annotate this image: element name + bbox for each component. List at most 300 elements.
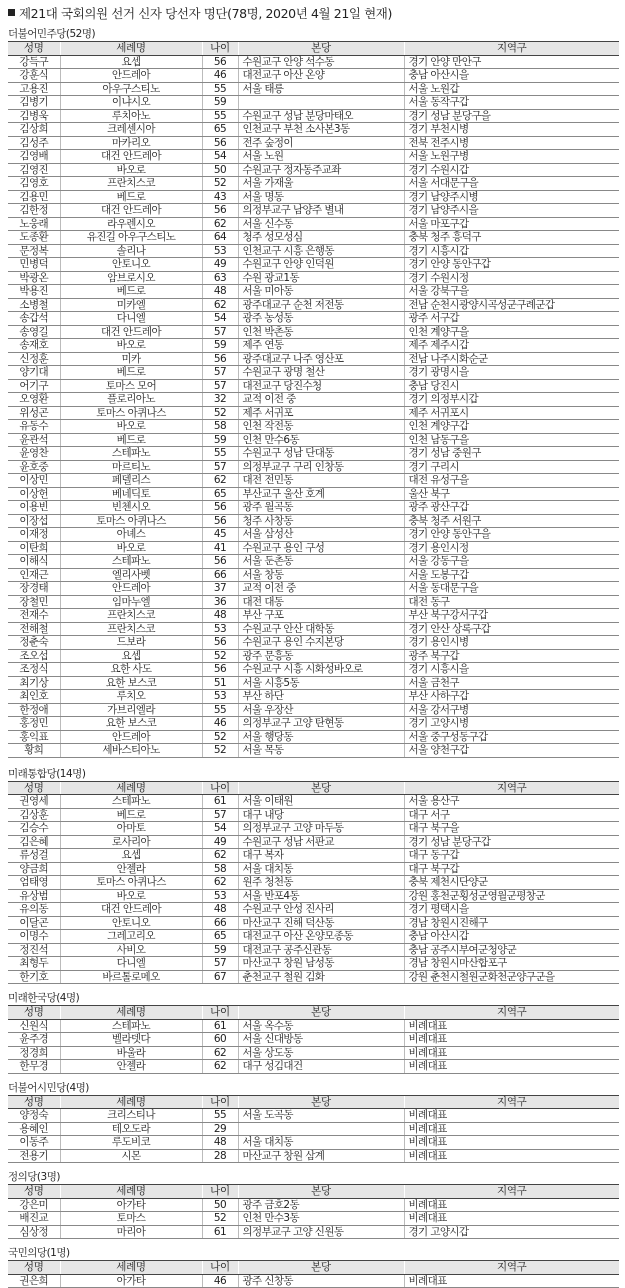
header-row — [8, 781, 619, 795]
cell-district: 서울 용산구 — [404, 795, 619, 809]
cell-age: 66 — [202, 568, 238, 582]
cell-age: 48 — [202, 609, 238, 623]
table-row — [8, 231, 619, 245]
table-row — [8, 285, 619, 299]
cell-name: 장경태 — [8, 582, 60, 596]
cell-age: 41 — [202, 541, 238, 555]
cell-name: 배진교 — [8, 1212, 60, 1226]
cell-district: 충남 아산시을 — [404, 69, 619, 83]
table-row — [8, 541, 619, 555]
cell-age: 32 — [202, 393, 238, 407]
party-heading: 미래한국당(4명) — [8, 992, 80, 1004]
table-row — [8, 204, 619, 218]
cell-name: 유상범 — [8, 889, 60, 903]
party-section — [0, 1081, 625, 1164]
cell-name: 홍정민 — [8, 717, 60, 731]
cell-parish: 의정부교구 고양 마두동 — [238, 822, 404, 836]
cell-parish: 서울 상도동 — [238, 1046, 404, 1060]
cell-age: 59 — [202, 96, 238, 110]
table-row — [8, 568, 619, 582]
cell-district: 경기 구리시 — [404, 460, 619, 474]
members-table — [8, 1095, 619, 1164]
cell-name: 이재정 — [8, 528, 60, 542]
cell-baptismal-name: 세바스티아노 — [60, 744, 202, 758]
cell-district: 광주 광산구갑 — [404, 501, 619, 515]
cell-age: 36 — [202, 595, 238, 609]
cell-age: 56 — [202, 636, 238, 650]
table-row — [8, 312, 619, 326]
header-parish: 본당 — [238, 1185, 404, 1199]
cell-age: 48 — [202, 1136, 238, 1150]
cell-baptismal-name: 안드레아 — [60, 730, 202, 744]
table-row — [8, 474, 619, 488]
cell-name: 엄태영 — [8, 876, 60, 890]
cell-name: 유의동 — [8, 903, 60, 917]
cell-district: 비례대표 — [404, 1046, 619, 1060]
cell-baptismal-name: 유진길 아우구스티노 — [60, 231, 202, 245]
table-row — [8, 163, 619, 177]
cell-name: 심상정 — [8, 1225, 60, 1239]
cell-parish: 전주 숲정이 — [238, 136, 404, 150]
cell-baptismal-name: 바오로 — [60, 163, 202, 177]
cell-parish: 교적 이전 중 — [238, 393, 404, 407]
header-parish: 본당 — [238, 1261, 404, 1275]
cell-district: 비례대표 — [404, 1274, 619, 1288]
cell-age: 56 — [202, 663, 238, 677]
table-row — [8, 744, 619, 758]
cell-district: 대구 북구을 — [404, 822, 619, 836]
cell-name: 권은희 — [8, 1274, 60, 1288]
cell-baptismal-name: 시몬 — [60, 1149, 202, 1163]
header-parish: 본당 — [238, 781, 404, 795]
cell-age: 57 — [202, 460, 238, 474]
table-row — [8, 703, 619, 717]
cell-age: 28 — [202, 1149, 238, 1163]
table-row — [8, 930, 619, 944]
cell-district: 경기 수원시갑 — [404, 163, 619, 177]
party-heading: 더불어민주당(52명) — [8, 28, 96, 40]
cell-age: 57 — [202, 808, 238, 822]
cell-name: 이용빈 — [8, 501, 60, 515]
cell-parish: 서울 대치동 — [238, 862, 404, 876]
cell-age: 52 — [202, 649, 238, 663]
header-district: 지역구 — [404, 1185, 619, 1199]
table-row — [8, 595, 619, 609]
cell-baptismal-name: 아마토 — [60, 822, 202, 836]
table-row — [8, 190, 619, 204]
cell-baptismal-name: 베드로 — [60, 433, 202, 447]
cell-name: 위성곤 — [8, 406, 60, 420]
cell-age: 53 — [202, 244, 238, 258]
cell-name: 신정훈 — [8, 352, 60, 366]
table-row — [8, 447, 619, 461]
cell-parish: 서울 명동 — [238, 190, 404, 204]
cell-age: 62 — [202, 298, 238, 312]
cell-name: 정춘숙 — [8, 636, 60, 650]
cell-baptismal-name: 사비오 — [60, 943, 202, 957]
cell-age: 65 — [202, 930, 238, 944]
table-row — [8, 970, 619, 984]
cell-age: 56 — [202, 352, 238, 366]
cell-name: 조정식 — [8, 663, 60, 677]
cell-age: 63 — [202, 271, 238, 285]
table-row — [8, 325, 619, 339]
cell-name: 양기대 — [8, 366, 60, 380]
header-name: 성명 — [8, 1006, 60, 1020]
table-row — [8, 55, 619, 69]
cell-district: 경남 창원시진해구 — [404, 916, 619, 930]
cell-parish: 인천 만수6동 — [238, 433, 404, 447]
cell-parish: 수원교구 용인 수지본당 — [238, 636, 404, 650]
cell-baptismal-name: 가브리엘라 — [60, 703, 202, 717]
cell-baptismal-name: 아가타 — [60, 1198, 202, 1212]
cell-parish: 제주 서귀포 — [238, 406, 404, 420]
table-row — [8, 366, 619, 380]
cell-name: 송영길 — [8, 325, 60, 339]
table-row — [8, 460, 619, 474]
cell-parish: 광주 신창동 — [238, 1274, 404, 1288]
cell-name: 윤호중 — [8, 460, 60, 474]
table-row — [8, 244, 619, 258]
table-row — [8, 943, 619, 957]
header-district: 지역구 — [404, 42, 619, 56]
cell-baptismal-name: 아우구스티노 — [60, 82, 202, 96]
cell-age: 62 — [202, 474, 238, 488]
cell-age: 52 — [202, 177, 238, 191]
cell-age: 59 — [202, 339, 238, 353]
cell-baptismal-name: 요한 사도 — [60, 663, 202, 677]
cell-district: 서울 양천구갑 — [404, 744, 619, 758]
cell-name: 윤관석 — [8, 433, 60, 447]
cell-baptismal-name: 루치아노 — [60, 109, 202, 123]
cell-district: 서울 서대문구을 — [404, 177, 619, 191]
cell-district: 서울 금천구 — [404, 676, 619, 690]
cell-baptismal-name: 스테파노 — [60, 1019, 202, 1033]
cell-baptismal-name: 미카 — [60, 352, 202, 366]
header-row — [8, 1261, 619, 1275]
cell-parish: 인천교구 부천 소사본3동 — [238, 123, 404, 137]
cell-baptismal-name: 안드레아 — [60, 582, 202, 596]
cell-age: 46 — [202, 1274, 238, 1288]
cell-age: 56 — [202, 55, 238, 69]
cell-parish: 광주대교구 순천 저전동 — [238, 298, 404, 312]
cell-district: 대구 동구갑 — [404, 849, 619, 863]
cell-parish: 서울 우장산 — [238, 703, 404, 717]
cell-parish: 청주 성모성심 — [238, 231, 404, 245]
cell-name: 김병기 — [8, 96, 60, 110]
cell-parish: 서울 미아동 — [238, 285, 404, 299]
cell-name: 김용민 — [8, 190, 60, 204]
cell-parish: 인천교구 시흥 은행동 — [238, 244, 404, 258]
cell-name: 한무경 — [8, 1060, 60, 1074]
cell-baptismal-name: 프란치스코 — [60, 622, 202, 636]
cell-parish — [238, 1122, 404, 1136]
cell-baptismal-name: 바오로 — [60, 889, 202, 903]
cell-age: 56 — [202, 555, 238, 569]
cell-age: 62 — [202, 1046, 238, 1060]
cell-age: 52 — [202, 744, 238, 758]
cell-age: 59 — [202, 433, 238, 447]
table-row — [8, 795, 619, 809]
cell-parish: 의정부교구 고양 신원동 — [238, 1225, 404, 1239]
cell-age: 61 — [202, 795, 238, 809]
header-age: 나이 — [202, 42, 238, 56]
table-row — [8, 82, 619, 96]
cell-parish: 대구 복자 — [238, 849, 404, 863]
header-name: 성명 — [8, 781, 60, 795]
cell-district: 울산 북구 — [404, 487, 619, 501]
header-row — [8, 1095, 619, 1109]
cell-age: 66 — [202, 916, 238, 930]
party-heading: 미래통합당(14명) — [8, 767, 86, 780]
cell-name: 인재근 — [8, 568, 60, 582]
cell-district: 경기 평택시을 — [404, 903, 619, 917]
cell-district: 경기 고양시갑 — [404, 1225, 619, 1239]
cell-baptismal-name: 바오로 — [60, 420, 202, 434]
cell-name: 한정애 — [8, 703, 60, 717]
cell-baptismal-name: 토마스 모어 — [60, 379, 202, 393]
cell-district: 경기 용인시정 — [404, 541, 619, 555]
cell-age: 61 — [202, 1019, 238, 1033]
cell-baptismal-name: 바울라 — [60, 1046, 202, 1060]
cell-district: 충남 아산시갑 — [404, 930, 619, 944]
members-table — [8, 41, 619, 758]
cell-age: 65 — [202, 123, 238, 137]
cell-baptismal-name: 이냐시오 — [60, 96, 202, 110]
party-section — [0, 991, 625, 1074]
header-age: 나이 — [202, 781, 238, 795]
cell-district: 제주 제주시갑 — [404, 339, 619, 353]
header-baptismal-name: 세례명 — [60, 781, 202, 795]
cell-district: 비례대표 — [404, 1122, 619, 1136]
cell-parish: 대전교구 공주신관동 — [238, 943, 404, 957]
cell-district: 서울 중구성동구갑 — [404, 730, 619, 744]
cell-parish: 인천 작전동 — [238, 420, 404, 434]
header-age: 나이 — [202, 1095, 238, 1109]
header-name: 성명 — [8, 1261, 60, 1275]
header-row — [8, 1006, 619, 1020]
header-district: 지역구 — [404, 781, 619, 795]
cell-district: 서울 노원갑 — [404, 82, 619, 96]
cell-district: 경기 성남 분당구갑 — [404, 835, 619, 849]
cell-age: 56 — [202, 204, 238, 218]
cell-age: 54 — [202, 150, 238, 164]
table-row — [8, 676, 619, 690]
cell-name: 김은혜 — [8, 835, 60, 849]
table-row — [8, 808, 619, 822]
cell-parish: 의정부교구 구리 인창동 — [238, 460, 404, 474]
cell-baptismal-name: 대건 안드레아 — [60, 903, 202, 917]
cell-parish: 교적 이전 중 — [238, 582, 404, 596]
cell-district: 경기 의정부시갑 — [404, 393, 619, 407]
cell-name: 윤주경 — [8, 1033, 60, 1047]
cell-name: 최기상 — [8, 676, 60, 690]
cell-age: 62 — [202, 849, 238, 863]
cell-baptismal-name: 안젤라 — [60, 1060, 202, 1074]
table-row — [8, 420, 619, 434]
cell-parish: 서울 대치동 — [238, 1136, 404, 1150]
table-row — [8, 822, 619, 836]
cell-district: 비례대표 — [404, 1212, 619, 1226]
cell-district: 서울 강북구을 — [404, 285, 619, 299]
cell-district: 비례대표 — [404, 1136, 619, 1150]
cell-baptismal-name: 벨라뎃다 — [60, 1033, 202, 1047]
cell-baptismal-name: 솔리나 — [60, 244, 202, 258]
cell-district: 서울 강서구병 — [404, 703, 619, 717]
cell-district: 대전 동구 — [404, 595, 619, 609]
cell-district: 충북 제천시단양군 — [404, 876, 619, 890]
table-row — [8, 501, 619, 515]
cell-baptismal-name: 베드로 — [60, 190, 202, 204]
cell-name: 조오섭 — [8, 649, 60, 663]
table-row — [8, 889, 619, 903]
cell-age: 52 — [202, 406, 238, 420]
party-section — [0, 27, 625, 758]
cell-district: 경기 광명시을 — [404, 366, 619, 380]
cell-district: 비례대표 — [404, 1149, 619, 1163]
cell-baptismal-name: 토마스 아퀴나스 — [60, 406, 202, 420]
cell-parish: 제주 연동 — [238, 339, 404, 353]
cell-name: 정경희 — [8, 1046, 60, 1060]
cell-age: 54 — [202, 822, 238, 836]
cell-name: 도종환 — [8, 231, 60, 245]
cell-baptismal-name: 드보라 — [60, 636, 202, 650]
cell-baptismal-name: 안토니오 — [60, 916, 202, 930]
cell-name: 김영배 — [8, 150, 60, 164]
cell-district: 광주 북구갑 — [404, 649, 619, 663]
cell-name: 전해철 — [8, 622, 60, 636]
cell-name: 최형두 — [8, 957, 60, 971]
cell-name: 황희 — [8, 744, 60, 758]
cell-parish: 서울 옥수동 — [238, 1019, 404, 1033]
cell-name: 최인호 — [8, 690, 60, 704]
cell-baptismal-name: 테오도라 — [60, 1122, 202, 1136]
cell-name: 노웅래 — [8, 217, 60, 231]
cell-district: 전남 나주시화순군 — [404, 352, 619, 366]
header-district: 지역구 — [404, 1006, 619, 1020]
table-row — [8, 649, 619, 663]
header-age: 나이 — [202, 1185, 238, 1199]
cell-district: 충남 공주시부여군청양군 — [404, 943, 619, 957]
cell-district: 부산 사하구갑 — [404, 690, 619, 704]
cell-age: 57 — [202, 325, 238, 339]
cell-parish: 서울 도곡동 — [238, 1109, 404, 1123]
cell-district: 충남 당진시 — [404, 379, 619, 393]
table-row — [8, 1019, 619, 1033]
header-name: 성명 — [8, 1095, 60, 1109]
cell-district: 대전 유성구을 — [404, 474, 619, 488]
table-row — [8, 1046, 619, 1060]
cell-age: 54 — [202, 312, 238, 326]
cell-district: 인천 남동구을 — [404, 433, 619, 447]
cell-district: 비례대표 — [404, 1198, 619, 1212]
cell-baptismal-name: 임마누엘 — [60, 595, 202, 609]
cell-district: 서울 마포구갑 — [404, 217, 619, 231]
cell-district: 인천 계양구을 — [404, 325, 619, 339]
cell-age: 62 — [202, 1060, 238, 1074]
cell-name: 김성주 — [8, 136, 60, 150]
party-section — [0, 767, 625, 985]
cell-age: 51 — [202, 676, 238, 690]
cell-name: 권영세 — [8, 795, 60, 809]
header-parish: 본당 — [238, 1095, 404, 1109]
cell-name: 이상민 — [8, 474, 60, 488]
cell-baptismal-name: 안드레아 — [60, 69, 202, 83]
table-row — [8, 393, 619, 407]
party-heading: 정의당(3명) — [8, 1171, 60, 1183]
cell-parish: 서울 시흥5동 — [238, 676, 404, 690]
cell-district: 서울 동대문구을 — [404, 582, 619, 596]
table-row — [8, 1225, 619, 1239]
cell-baptismal-name: 대건 안드레아 — [60, 150, 202, 164]
cell-district: 비례대표 — [404, 1060, 619, 1074]
table-row — [8, 1274, 619, 1288]
table-row — [8, 849, 619, 863]
cell-district: 경기 부천시병 — [404, 123, 619, 137]
cell-age: 59 — [202, 943, 238, 957]
cell-baptismal-name: 스테파노 — [60, 555, 202, 569]
cell-baptismal-name: 베드로 — [60, 285, 202, 299]
members-table — [8, 1005, 619, 1074]
cell-district: 경기 안양 만안구 — [404, 55, 619, 69]
header-baptismal-name: 세례명 — [60, 1185, 202, 1199]
members-table — [8, 1184, 619, 1239]
cell-age: 48 — [202, 903, 238, 917]
cell-parish: 수원교구 성남 단대동 — [238, 447, 404, 461]
cell-parish: 서울 신대방동 — [238, 1033, 404, 1047]
cell-age: 49 — [202, 835, 238, 849]
cell-parish: 대구 성김대건 — [238, 1060, 404, 1074]
cell-parish: 광주대교구 나주 영산포 — [238, 352, 404, 366]
cell-district: 부산 북구강서구갑 — [404, 609, 619, 623]
cell-age: 29 — [202, 1122, 238, 1136]
cell-district: 서울 도봉구갑 — [404, 568, 619, 582]
header-district: 지역구 — [404, 1261, 619, 1275]
cell-parish: 광주 농성동 — [238, 312, 404, 326]
cell-district: 경기 안산 상록구갑 — [404, 622, 619, 636]
table-row — [8, 298, 619, 312]
cell-baptismal-name: 바오로 — [60, 339, 202, 353]
cell-age: 57 — [202, 379, 238, 393]
cell-name: 박용진 — [8, 285, 60, 299]
cell-age: 58 — [202, 420, 238, 434]
table-row — [8, 1198, 619, 1212]
header-district: 지역구 — [404, 1095, 619, 1109]
cell-parish: 청주 사창동 — [238, 514, 404, 528]
cell-parish: 부산교구 울산 호계 — [238, 487, 404, 501]
table-row — [8, 1109, 619, 1123]
party-section — [0, 1246, 625, 1288]
cell-baptismal-name: 요셉 — [60, 649, 202, 663]
cell-district: 충북 청주 서원구 — [404, 514, 619, 528]
cell-district: 경기 안양 동안구갑 — [404, 258, 619, 272]
party-section — [0, 1170, 625, 1239]
table-row — [8, 150, 619, 164]
header-age: 나이 — [202, 1006, 238, 1020]
cell-baptismal-name: 라우렌시오 — [60, 217, 202, 231]
cell-name: 김상희 — [8, 123, 60, 137]
cell-baptismal-name: 아녜스 — [60, 528, 202, 542]
table-row — [8, 1033, 619, 1047]
header-baptismal-name: 세례명 — [60, 1095, 202, 1109]
cell-age: 55 — [202, 447, 238, 461]
cell-baptismal-name: 베드로 — [60, 808, 202, 822]
table-row — [8, 406, 619, 420]
cell-district: 대구 북구갑 — [404, 862, 619, 876]
table-row — [8, 109, 619, 123]
cell-parish: 대전 대동 — [238, 595, 404, 609]
cell-district: 전북 전주시병 — [404, 136, 619, 150]
